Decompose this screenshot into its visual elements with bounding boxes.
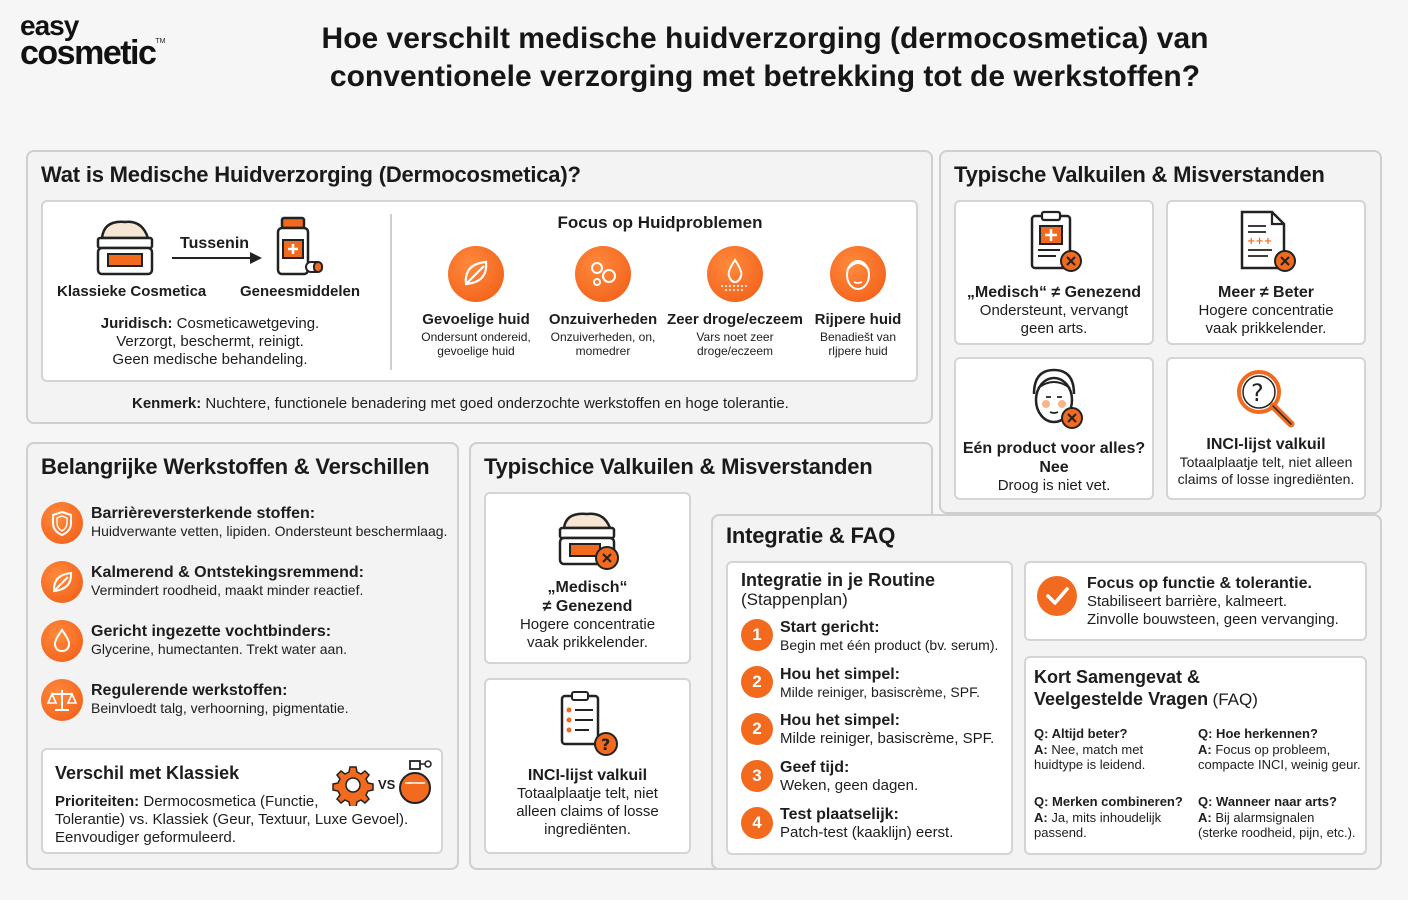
page-title — [250, 20, 1280, 96]
logo-line1: easy — [20, 10, 79, 41]
focus-item-3-title: Zeer droge/eczeem — [667, 311, 803, 328]
pitfall-card-1-l2: geen arts. — [1020, 320, 1088, 338]
pitfall-card-4-l1: Totaalplaatje telt, niet alleen — [1179, 454, 1353, 471]
svg-text:?: ? — [601, 735, 611, 754]
faq-item-4-a-label: A: — [1198, 809, 1212, 825]
werkstof-3-title: Gericht ingezette vochtbinders: — [91, 623, 332, 640]
werkstof-3-desc: Glycerine, humectanten. Trekt water aan. — [91, 641, 348, 658]
pitfall-mid-card-2-l3: ingrediënten. — [544, 821, 631, 839]
step-1-title: Start gericht: — [780, 619, 880, 636]
step-1 — [780, 618, 998, 654]
step-1-number: 1 — [741, 619, 773, 651]
kenmerk — [132, 395, 789, 412]
shield-icon — [41, 502, 83, 544]
focus-item-2-desc2: momedrer — [575, 344, 631, 359]
faq-item-4-q: Q: Wanneer naar arts? — [1198, 794, 1337, 809]
pitfall-card-3-title2: Nee — [1039, 459, 1069, 477]
focus-item-1 — [406, 311, 546, 359]
juridisch-text — [55, 315, 365, 369]
focus-functie-l1: Stabiliseert barrière, kalmeert. — [1087, 593, 1288, 611]
drop-icon — [41, 620, 83, 662]
page-title-line2: conventionele verzorging met betrekking tot de werkstoffen? — [329, 60, 1201, 93]
step-2 — [780, 665, 980, 701]
cream-jar-icon — [92, 216, 158, 278]
pitfall-card-4-text — [1168, 435, 1364, 488]
checklist-question-icon — [558, 690, 622, 760]
faq-item-4-a1: Bij alarmsignalen — [1215, 809, 1315, 825]
verschil-line3: Eenvoudiger geformuleerd. — [55, 829, 236, 846]
verschil-line2: Tolerantie) vs. Klassiek (Geur, Textuur, Luxe Gevoel). — [55, 811, 409, 828]
svg-text:+++: +++ — [1247, 236, 1273, 247]
werkstof-1-desc: Huidverwante vetten, lipiden. Ondersteunt beschermlaag. — [91, 523, 448, 540]
werkstoffen-title: Belangrijke Werkstoffen & Verschillen — [41, 454, 430, 479]
faq-item-1-a2: huidtype is leidend. — [1034, 757, 1146, 773]
juridisch-line3: Geen medische behandeling. — [112, 351, 308, 368]
logo — [20, 10, 166, 72]
medicine-bottle-icon — [272, 216, 326, 278]
step-4-desc: Weken, geen dagen. — [780, 777, 919, 795]
focus-item-3-desc1: Vars noet zeer — [696, 330, 774, 344]
werkstof-4-title: Regulerende werkstoffen: — [91, 682, 288, 699]
focus-item-2 — [533, 311, 673, 359]
kenmerk-label: Kenmerk: — [132, 395, 202, 412]
faq-item-2-a1: Focus op probleem, — [1215, 741, 1331, 757]
juridisch-value: Cosmeticawetgeving. — [176, 315, 320, 332]
pitfall-card-2-title: Meer ≠ Beter — [1218, 284, 1314, 301]
bubbles-icon — [575, 246, 631, 302]
focus-functie-title: Focus op functie & tolerantie. — [1087, 575, 1312, 592]
werkstof-2 — [91, 563, 364, 599]
check-icon — [1037, 576, 1077, 616]
pitfall-mid-card-1-l4: vaak prikkelender. — [527, 634, 648, 652]
pitfall-mid-card-2-l2: alleen claims of losse — [516, 803, 659, 821]
focus-item-4-desc1: Benadiešt van — [819, 330, 897, 344]
pitfall-card-4-title: INCI-lijst valkuil — [1206, 436, 1326, 453]
pitfall-mid-card-2-title: INCI-lijst valkuil — [527, 767, 648, 784]
page-title-line1: Hoe verschilt medische huidverzorging (dermocosmetica) van — [321, 22, 1209, 55]
step-4-number: 3 — [741, 760, 773, 792]
logo-tm: TM — [155, 38, 166, 45]
verschil-prio-label: Prioriteiten: — [55, 793, 140, 810]
focus-item-4 — [788, 311, 928, 359]
faq-item-3-a1: Ja, mits inhoudelijk — [1051, 809, 1162, 825]
step-5 — [780, 805, 953, 842]
step-5-title: Test plaatselijk: — [780, 806, 899, 823]
face-x-icon — [1024, 364, 1086, 432]
genees-label: Geneesmiddelen — [240, 283, 361, 300]
pitfall-card-3-text — [956, 439, 1152, 495]
step-4 — [780, 758, 918, 795]
faq-title — [1034, 667, 1258, 710]
focus-item-1-desc1: Ondersunt ondereid, — [421, 330, 531, 344]
scales-icon — [41, 679, 83, 721]
step-4-title: Geef tijd: — [780, 759, 850, 776]
focus-title: Focus op Huidproblemen — [557, 213, 763, 232]
faq-title-line1: Kort Samengevat & — [1034, 667, 1201, 687]
faq-item-2-a-label: A: — [1198, 741, 1212, 757]
step-5-desc: Patch-test (kaaklijn) eerst. — [780, 824, 954, 842]
logo-line2: cosmetic — [20, 34, 156, 72]
verschil-prio-text: Dermocosmetica (Functie, — [143, 793, 319, 810]
pitfall-card-1-text — [956, 283, 1152, 338]
focus-item-3-desc2: droge/eczeem — [696, 344, 774, 359]
faq-item-1-q: Q: Altijd beter? — [1034, 726, 1128, 741]
step-3-title: Hou het simpel: — [780, 712, 901, 729]
verschil-text — [55, 793, 408, 847]
leaf-icon — [41, 561, 83, 603]
clipboard-medical-icon — [1028, 210, 1086, 274]
faq-item-1-a1: Nee, match met — [1051, 741, 1144, 757]
pitfall-mid-card-1-l1: „Medisch“ — [547, 579, 628, 596]
step-5-number: 4 — [741, 807, 773, 839]
divider — [390, 214, 392, 370]
magnifier-question-icon — [1233, 366, 1297, 430]
kenmerk-text: Nuchtere, functionele benadering met goed onderzochte werkstoffen en hoge tolerantie. — [205, 395, 789, 412]
pitfall-mid-card-1-l2: ≠ Genezend — [542, 598, 633, 616]
focus-item-4-desc2: rljpere huid — [828, 344, 888, 359]
focus-item-4-title: Rijpere huid — [814, 311, 902, 328]
faq-item-2-q: Q: Hoe herkennen? — [1198, 726, 1318, 741]
routine-title: Integratie in je Routine — [741, 570, 936, 590]
focus-item-2-title: Onzuiverheden — [548, 311, 658, 328]
document-icon — [1238, 210, 1300, 274]
pitfall-card-3-l1: Droog is niet vet. — [997, 477, 1111, 495]
vs-label: VS — [378, 777, 396, 792]
arrow-right-icon — [170, 250, 265, 266]
pitfall-card-2-text — [1168, 283, 1364, 338]
faq-item-4 — [1198, 794, 1356, 841]
werkstof-1-title: Barrièreversterkende stoffen: — [91, 505, 316, 522]
pitfalls-mid-title: Typischice Valkuilen & Misverstanden — [484, 454, 873, 479]
pitfall-card-2-l1: Hogere concentratie — [1198, 302, 1334, 320]
pitfall-mid-card-1-l3: Hogere concentratie — [519, 616, 656, 634]
step-1-desc: Begin met één product (bv. serum). — [780, 637, 999, 654]
faq-item-3-a2: passend. — [1034, 825, 1087, 841]
pitfalls-right-title: Typische Valkuilen & Misverstanden — [954, 162, 1325, 187]
juridisch-label: Juridisch: — [100, 315, 173, 332]
pitfall-card-2-l2: vaak prikkelender. — [1205, 320, 1327, 338]
juridisch-line2: Verzorgt, beschermt, reinigt. — [116, 333, 304, 350]
integratie-title: Integratie & FAQ — [726, 523, 896, 548]
step-2-title: Hou het simpel: — [780, 666, 901, 683]
pitfall-card-3-title: Eén product voor alles? — [962, 440, 1146, 457]
faq-item-1-a-label: A: — [1034, 741, 1048, 757]
werkstof-3 — [91, 622, 347, 658]
pitfall-card-1-l1: Ondersteunt, vervangt — [979, 302, 1129, 320]
tussenin-label: Tussenin — [180, 235, 250, 252]
faq-title-suffix: (FAQ) — [1212, 689, 1258, 709]
pitfall-mid-card-1-text — [486, 578, 689, 652]
step-3 — [780, 711, 994, 748]
werkstof-1 — [91, 504, 447, 540]
faq-title-line2: Veelgestelde Vragen — [1034, 688, 1209, 709]
faq-item-1 — [1034, 726, 1145, 773]
werkstof-4-desc: Beinvloedt talg, verhoorning, pigmentatie. — [91, 700, 349, 717]
step-2-desc: Milde reiniger, basiscrème, SPF. — [780, 684, 980, 701]
focus-item-1-desc2: gevoelige huid — [437, 344, 515, 359]
werkstof-2-desc: Vermindert roodheid, maakt minder reactief. — [91, 582, 364, 599]
focus-functie-text — [1087, 574, 1339, 629]
what-is-title: Wat is Medische Huidverzorging (Dermocosmetica)? — [41, 162, 581, 187]
pitfall-mid-card-2-l1: Totaalplaatje telt, niet — [517, 785, 658, 803]
verschil-title: Verschil met Klassiek — [55, 763, 240, 783]
pitfall-card-1-title: „Medisch“ ≠ Genezend — [966, 284, 1142, 301]
faq-item-3-q: Q: Merken combineren? — [1034, 794, 1183, 809]
face-icon — [830, 246, 886, 302]
focus-item-2-desc1: Onzuiverheden, on, — [550, 330, 656, 344]
klassieke-label: Klassieke Cosmetica — [57, 283, 207, 300]
step-3-number: 2 — [741, 713, 773, 745]
cream-jar-x-icon — [554, 508, 624, 572]
faq-item-3-a-label: A: — [1034, 809, 1048, 825]
faq-item-3 — [1034, 794, 1183, 841]
step-3-desc: Milde reiniger, basiscrème, SPF. — [780, 730, 995, 748]
pitfall-card-4-l2: claims of losse ingrediënten. — [1177, 470, 1355, 487]
drop-icon — [707, 246, 763, 302]
faq-item-2-a2: compacte INCI, weinig geur. — [1198, 757, 1361, 773]
faq-item-2 — [1198, 726, 1361, 773]
pitfall-mid-card-2-text — [486, 766, 689, 839]
routine-sub: (Stappenplan) — [741, 590, 848, 609]
werkstof-2-title: Kalmerend & Ontstekingsremmend: — [91, 564, 364, 581]
leaf-icon — [448, 246, 504, 302]
werkstof-4 — [91, 681, 349, 717]
faq-item-4-a2: (sterke roodheid, pijn, etc.). — [1198, 825, 1356, 841]
svg-text:?: ? — [1251, 379, 1264, 407]
focus-functie-l2: Zinvolle bouwsteen, geen vervanging. — [1087, 611, 1339, 629]
focus-item-1-title: Gevoelige huid — [422, 311, 530, 328]
step-2-number: 2 — [741, 666, 773, 698]
